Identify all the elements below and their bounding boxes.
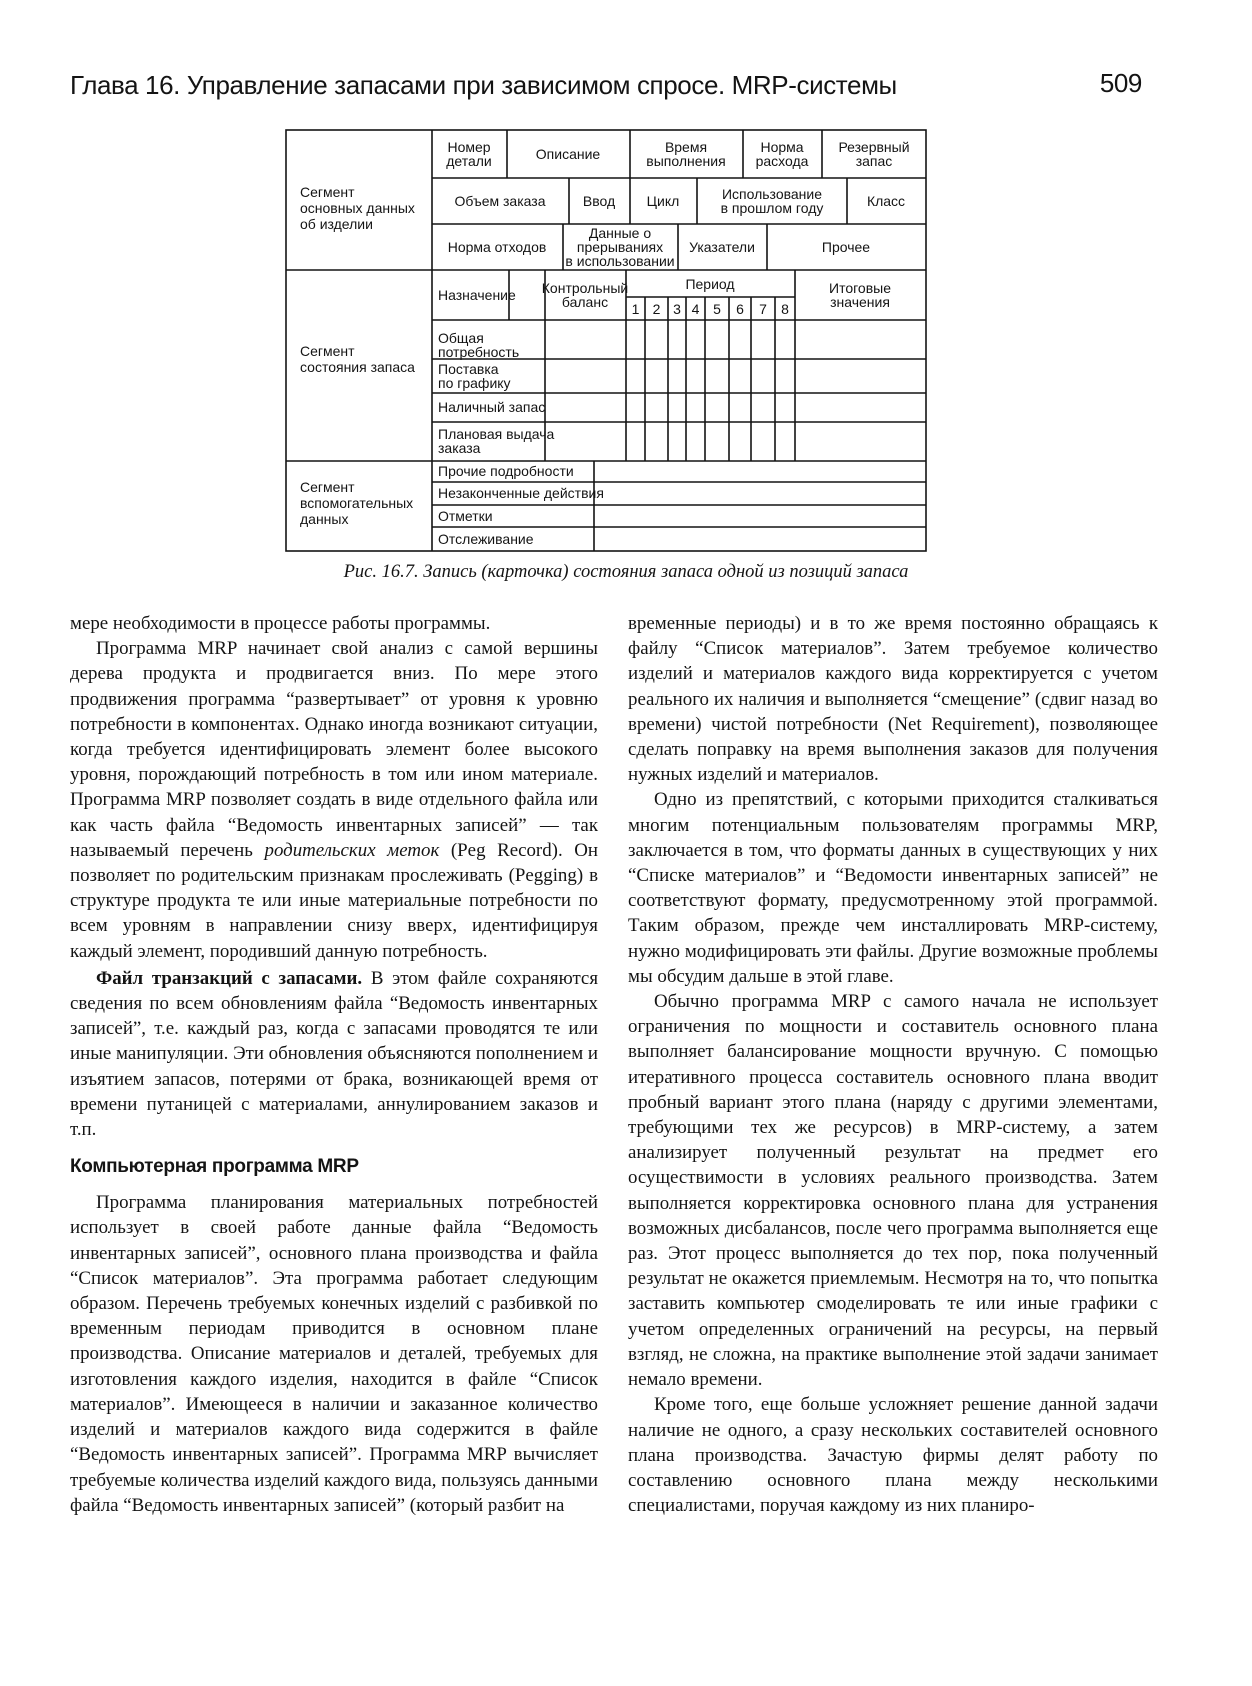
seg1-row1-cell-1-line1: Номер xyxy=(447,139,491,155)
left-paragraph-3: Файл транзакций с запасами. В этом файле сохраняются сведения по всем обновлениям файла “Ведомость инвентарных записей”, т.е. каждый раз, когда с запасами проводятся те или иные манипуляции. Эти обновления объясняются пополнением и изъятием запасов, потерями от брака, возникающей время от времени путаницей с материалами, аннулированием заказов и т.п. xyxy=(70,967,599,1141)
seg1-row2-cell-4-line2: в прошлом году xyxy=(720,200,824,216)
seg2-row-3: Наличный запас xyxy=(438,399,546,415)
seg1-label-line2: основных данных xyxy=(300,200,415,216)
seg2-label-line2: состояния запаса xyxy=(300,359,415,375)
period-2: 2 xyxy=(652,301,661,317)
stock-record-card-figure xyxy=(0,0,1252,600)
seg1-row1-cell-4-line1: Норма xyxy=(760,139,804,155)
seg3-label-line1: Сегмент xyxy=(300,479,355,495)
right-paragraph-1: временные периоды) и в то же время постоянно обращаясь к файлу “Список материалов”. Затем требуемое количество изделий и материалов каждого вида корректируется с учетом реального их наличия и выполняется “смещение” (сдвиг назад во времени) чистой потребности (Net Requirement), позволяющее сделать поправку на время выполнения заказов для получения нужных изделий и материалов. xyxy=(628,613,1158,786)
period-7: 7 xyxy=(759,301,767,317)
period-3: 3 xyxy=(673,301,681,317)
seg2-header-purpose: Назначение xyxy=(438,287,516,303)
seg1-label-line1: Сегмент xyxy=(300,184,355,200)
seg2-header-control-balance-line1: Контрольный xyxy=(541,280,629,296)
seg1-label-line3: об изделии xyxy=(300,216,373,232)
seg1-row3-cell-1: Норма отходов xyxy=(447,239,547,255)
seg1-row2-cell-3: Цикл xyxy=(646,193,680,209)
bold-term: Файл транзакций с запасами. xyxy=(96,967,363,989)
period-5: 5 xyxy=(713,301,721,317)
seg1-row2-cell-1: Объем заказа xyxy=(454,193,546,209)
period-8: 8 xyxy=(781,301,789,317)
figure-caption: Рис. 16.7. Запись (карточка) состояния запаса одной из позиций запаса xyxy=(343,562,909,582)
chapter-title: Глава 16. Управление запасами при зависимом спросе. MRP-системы xyxy=(70,70,897,100)
seg1-row3-cell-2-line3: в использовании xyxy=(565,253,675,269)
seg1-row3-cell-2-line1: Данные о xyxy=(588,225,652,241)
seg2-row-2-line1: Поставка xyxy=(438,361,499,377)
left-paragraph-4: Программа планирования материальных потребностей использует в своей работе данные файла “Ведомость инвентарных записей”, основного плана производства и файла “Список материалов”. Эта программа работает следующим образом. Перечень требуемых конечных изделий с разбивкой по временным периодам приводится в основном плане производства. Описание материалов и деталей, требуемых для изготовления каждого изделия, находится в файле “Список материалов”. Имеющееся в наличии и заказанное количество изделий и материалов каждого вида содержится в файле “Ведомость инвентарных записей”. Программа MRP вычисляет требуемые количества изделий каждого вида, пользуясь данными файла “Ведомость инвентарных записей” (который разбит на xyxy=(70,1192,598,1516)
seg1-row2-cell-5: Класс xyxy=(866,193,906,209)
left-column xyxy=(70,611,598,1518)
seg2-header-totals-line2: значения xyxy=(830,294,890,310)
section-heading: Компьютерная программа MRP xyxy=(70,1156,359,1178)
seg1-row1-cell-3-line1: Время xyxy=(664,139,708,155)
seg1-row2-cell-4-line1: Использование xyxy=(721,186,823,202)
seg1-row2-cell-2: Ввод xyxy=(582,193,616,209)
seg2-header-period: Период xyxy=(685,276,735,292)
seg1-row1-cell-2: Описание xyxy=(535,146,601,162)
seg1-row1-cell-5-line2: запас xyxy=(855,153,893,169)
right-column xyxy=(628,611,1158,1518)
period-6: 6 xyxy=(736,301,744,317)
seg3-row-3: Отметки xyxy=(438,508,493,524)
right-paragraph-4: Кроме того, еще больше усложняет решение данной задачи наличие не одного, а сразу нескольких составителей основного плана производства. Зачастую фирмы делят работу по составлению основного плана между несколькими специалистами, поручая каждому из них планиро- xyxy=(628,1394,1158,1517)
seg1-row3-cell-4: Прочее xyxy=(821,239,871,255)
seg1-row1-cell-5-line1: Резервный xyxy=(838,139,910,155)
seg2-label-line1: Сегмент xyxy=(300,343,355,359)
seg3-label-line3: данных xyxy=(300,511,349,527)
seg1-row1-cell-3-line2: выполнения xyxy=(646,153,726,169)
seg2-row-4-line2: заказа xyxy=(438,440,481,456)
right-paragraph-2: Одно из препятствий, с которыми приходится сталкиваться многим потенциальным пользователям программы MRP, заключается в том, что форматы данных в существующих у них “Списке материалов” и “Ведомости инвентарных записей” не соответствуют формату, предусмотренному этой программой. Таким образом, прежде чем инсталлировать MRP-систему, нужно модифицировать эти файлы. Другие возможные проблемы мы обсудим дальше в этой главе. xyxy=(628,789,1158,987)
page-number: 509 xyxy=(1099,68,1142,98)
seg2-row-1-line2: потребность xyxy=(438,344,520,360)
seg2-header-totals-line1: Итоговые xyxy=(829,280,891,296)
seg2-header-control-balance-line2: баланс xyxy=(561,294,609,310)
right-paragraph-3: Обычно программа MRP с самого начала не использует ограничения по мощности и составитель основного плана выполняет балансирование мощности вручную. С помощью итеративного процесса составитель основного плана вводит пробный вариант этого плана (наряду с другими элементами, требующими тех же ресурсов) в MRP-систему, а затем анализирует полученный результат на предмет его осуществимости в условиях реального производства. Затем выполняется корректировка основного плана для устранения возможных дисбалансов, после чего программа выполняется еще раз. Этот процесс выполняется до тех пор, пока полученный результат не окажется приемлемым. Несмотря на то, что попытка заставить компьютер смоделировать те или иные графики с учетом определенных ограничений на ресурсы, на первый взгляд, не сложна, на практике выполнение этой задачи занимает немало времени. xyxy=(628,991,1158,1391)
seg3-row-1: Прочие подробности xyxy=(438,463,574,479)
left-paragraph-2: Программа MRP начинает свой анализ с самой вершины дерева продукта и продвигается вниз. По мере этого продвижения программа “развертывает” от уровня к уровню потребности в компонентах. Однако иногда возникают ситуации, когда требуется идентифицировать элемент более высокого уровня, порождающий потребность в том или ином материале. Программа MRP позволяет создать в виде отдельного файла или как часть файла “Ведомость инвентарных записей” — так называемый перечень родительских меток (Peg Record). Он позволяет по родительским признакам прослеживать (Pegging) в структуре продукта те или иные материальные потребности по всем уровням в направлении снизу вверх, идентифицируя каждый элемент, породивший данную потребность. xyxy=(70,638,599,962)
period-1: 1 xyxy=(631,301,640,317)
left-paragraph-1: мере необходимости в процессе работы программы. xyxy=(70,613,491,634)
seg3-row-2: Незаконченные действия xyxy=(438,485,604,501)
seg1-row3-cell-2-line2: прерываниях xyxy=(576,239,664,255)
period-4: 4 xyxy=(691,301,700,317)
seg3-row-4: Отслеживание xyxy=(438,531,534,547)
seg2-row-4-line1: Плановая выдача xyxy=(438,426,555,442)
seg2-row-1-line1: Общая xyxy=(438,330,484,346)
seg1-row1-cell-4-line2: расхода xyxy=(755,153,809,169)
seg1-row1-cell-1-line2: детали xyxy=(446,153,492,169)
italic-term: родительских меток xyxy=(264,839,440,861)
seg2-row-2-line2: по графику xyxy=(438,375,511,391)
seg3-label-line2: вспомогательных xyxy=(300,495,414,511)
seg1-row3-cell-3: Указатели xyxy=(689,239,755,255)
figure-cells xyxy=(438,139,910,547)
